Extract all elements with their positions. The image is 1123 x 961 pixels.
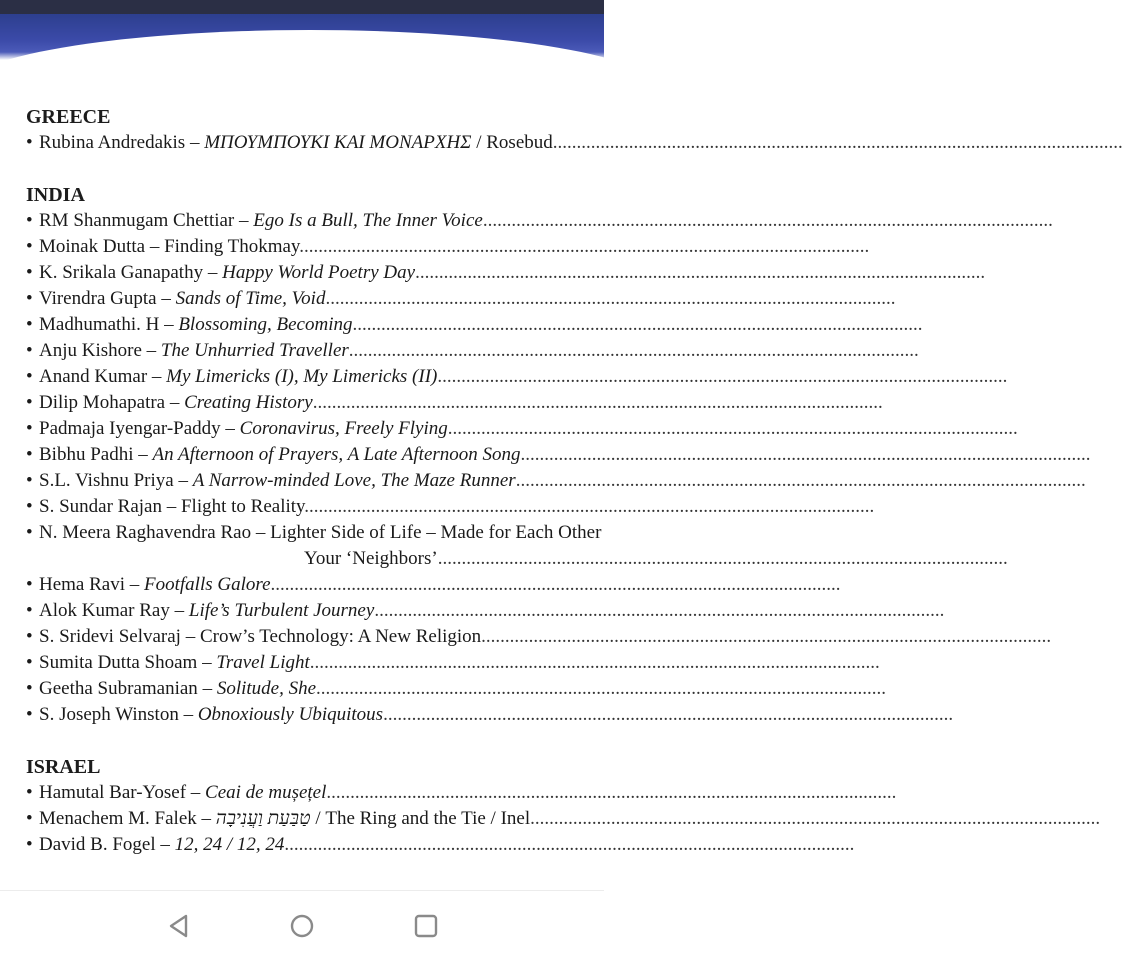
bullet-icon: • <box>26 652 33 673</box>
section-spacer <box>26 156 604 182</box>
work-title-continued: Your ‘Neighbors’ <box>304 548 438 569</box>
author-name: Hamutal Bar-Yosef <box>39 782 187 803</box>
leader-dots: ........................................................................................................................ <box>481 626 1052 647</box>
author-name: K. Srikala Ganapathy <box>39 262 204 283</box>
author-name: Rubina Andredakis <box>39 132 186 153</box>
author-name: Anand Kumar <box>39 366 148 387</box>
bullet-icon: • <box>26 808 33 829</box>
separator: – <box>220 418 240 439</box>
bullet-icon: • <box>26 210 33 231</box>
work-title-extra: Flight to Reality <box>180 496 305 517</box>
separator: – <box>203 262 223 283</box>
author-name: Virendra Gupta <box>39 288 157 309</box>
author-name: Menachem M. Falek <box>39 808 197 829</box>
leader-dots: ........................................................................................................................ <box>374 600 945 621</box>
leader-dots: ........................................................................................................................ <box>482 210 1053 231</box>
bullet-icon: • <box>26 470 33 491</box>
work-title: 12, 24 / 12, 24 <box>174 834 285 855</box>
home-icon[interactable] <box>289 913 315 939</box>
separator: – <box>196 808 216 829</box>
work-title: My Limericks (I), My Limericks (II) <box>166 366 438 387</box>
work-title: Ego Is a Bull, The Inner Voice <box>253 210 483 231</box>
separator: – <box>178 704 198 725</box>
work-title: Creating History <box>184 392 313 413</box>
separator: – <box>169 600 189 621</box>
bullet-icon: • <box>26 262 33 283</box>
list-item <box>26 806 1101 832</box>
bullet-icon: • <box>26 314 33 335</box>
author-name: S. Joseph Winston <box>39 704 179 725</box>
bullet-icon: • <box>26 782 33 803</box>
list-item <box>26 572 841 598</box>
document-body <box>26 104 1123 858</box>
separator: – <box>147 366 167 387</box>
author-name: Anju Kishore <box>39 340 142 361</box>
author-name: Hema Ravi <box>39 574 126 595</box>
author-name: Dilip Mohapatra <box>39 392 166 413</box>
list-item <box>26 676 887 702</box>
separator: – <box>180 626 200 647</box>
bullet-icon: • <box>26 704 33 725</box>
author-name: Bibhu Padhi <box>39 444 134 465</box>
work-title: Coronavirus, Freely Flying <box>239 418 448 439</box>
work-title: Ceai de mușețel <box>205 782 327 803</box>
section-spacer <box>26 728 604 754</box>
work-title: Sands of Time, Void <box>175 288 326 309</box>
author-name: Moinak Dutta <box>39 236 146 257</box>
country-heading: GREECE <box>26 106 111 128</box>
separator: – <box>251 522 271 543</box>
leader-dots: ........................................................................................................................ <box>284 834 855 855</box>
separator: – <box>155 834 175 855</box>
work-title: An Afternoon of Prayers, A Late Afternoon Song <box>152 444 521 465</box>
separator: – <box>156 288 176 309</box>
work-title: Footfalls Galore <box>144 574 271 595</box>
list-item <box>26 520 604 546</box>
header-curve <box>0 30 660 90</box>
separator: – <box>133 444 153 465</box>
list-item <box>26 468 1086 494</box>
list-item <box>26 312 923 338</box>
list-item <box>26 286 896 312</box>
leader-dots: ........................................................................................................................ <box>415 262 986 283</box>
leader-dots: ........................................................................................................................ <box>270 574 841 595</box>
work-title: Life’s Turbulent Journey <box>188 600 375 621</box>
leader-dots: ........................................................................................................................ <box>316 678 887 699</box>
work-title: Solitude, She <box>216 678 317 699</box>
work-title: Obnoxiously Ubiquitous <box>197 704 384 725</box>
bullet-icon: • <box>26 522 33 543</box>
author-name: Padmaja Iyengar-Paddy <box>39 418 221 439</box>
list-item <box>26 260 986 286</box>
app-header-bar <box>0 0 604 60</box>
work-title-extra: / Rosebud <box>471 132 553 153</box>
author-name: Sumita Dutta Shoam <box>39 652 198 673</box>
leader-dots: ........................................................................................................................ <box>447 418 1018 439</box>
author-name: RM Shanmugam Chettiar <box>39 210 235 231</box>
list-item <box>26 130 1123 156</box>
bullet-icon: • <box>26 678 33 699</box>
leader-dots: ........................................................................................................................ <box>304 496 875 517</box>
leader-dots: ........................................................................................................................ <box>309 652 880 673</box>
author-name: S.L. Vishnu Priya <box>39 470 174 491</box>
leader-dots: ........................................................................................................................ <box>352 314 923 335</box>
leader-dots: ........................................................................................................................ <box>437 366 1008 387</box>
list-item <box>26 442 1091 468</box>
separator: – <box>186 782 206 803</box>
leader-dots: ........................................................................................................................ <box>383 704 954 725</box>
leader-dots: ........................................................................................................................ <box>348 340 919 361</box>
work-title: ΜΠΟΥΜΠΟΥΚΙ ΚΑΙ ΜΟΝΑΡΧΗΣ <box>204 132 472 153</box>
work-title-extra: Finding Thokmay <box>164 236 300 257</box>
back-icon[interactable] <box>166 913 192 939</box>
work-title-extra: Lighter Side of Life – Made for Each Other <box>270 522 602 543</box>
list-item <box>26 624 1052 650</box>
bullet-icon: • <box>26 392 33 413</box>
separator: – <box>125 574 145 595</box>
country-heading: INDIA <box>26 184 85 206</box>
work-title: A Narrow-minded Love, The Maze Runner <box>192 470 516 491</box>
author-name: David B. Fogel <box>39 834 156 855</box>
bullet-icon: • <box>26 496 33 517</box>
work-title: טַבַּעַת וַעֲנִיבָה <box>215 808 311 829</box>
android-nav-bar <box>0 890 604 961</box>
bullet-icon: • <box>26 834 33 855</box>
author-name: Madhumathi. H <box>39 314 160 335</box>
leader-dots: ........................................................................................................................ <box>326 782 897 803</box>
bullet-icon: • <box>26 132 33 153</box>
leader-dots: ........................................................................................................................ <box>299 236 870 257</box>
country-heading: ISRAEL <box>26 756 101 778</box>
bullet-icon: • <box>26 600 33 621</box>
leader-dots: ........................................................................................................................ <box>552 132 1123 153</box>
list-item <box>26 364 1008 390</box>
list-item <box>26 390 883 416</box>
work-title-extra: Crow’s Technology: A New Religion <box>199 626 482 647</box>
list-item-continuation <box>26 546 1008 572</box>
separator: – <box>159 314 179 335</box>
list-item <box>26 832 855 858</box>
separator: – <box>197 678 217 699</box>
author-name: S. Sridevi Selvaraj <box>39 626 181 647</box>
leader-dots: ........................................................................................................................ <box>520 444 1091 465</box>
bullet-icon: • <box>26 444 33 465</box>
bullet-icon: • <box>26 574 33 595</box>
separator: – <box>234 210 254 231</box>
separator: – <box>165 392 185 413</box>
separator: – <box>185 132 205 153</box>
author-name: Geetha Subramanian <box>39 678 198 699</box>
separator: – <box>197 652 217 673</box>
separator: – <box>145 236 165 257</box>
author-name: N. Meera Raghavendra Rao <box>39 522 252 543</box>
list-item <box>26 494 875 520</box>
author-name: S. Sundar Rajan <box>39 496 162 517</box>
list-item <box>26 780 897 806</box>
work-title: Travel Light <box>216 652 310 673</box>
leader-dots: ........................................................................................................................ <box>325 288 896 309</box>
leader-dots: ........................................................................................................................ <box>515 470 1086 491</box>
list-item <box>26 650 880 676</box>
bullet-icon: • <box>26 288 33 309</box>
separator: – <box>161 496 181 517</box>
bullet-icon: • <box>26 236 33 257</box>
work-title: Blossoming, Becoming <box>178 314 353 335</box>
leader-dots: ........................................................................................................................ <box>312 392 883 413</box>
author-name: Alok Kumar Ray <box>39 600 170 621</box>
list-item <box>26 598 945 624</box>
work-title: The Unhurried Traveller <box>160 340 349 361</box>
list-item <box>26 234 870 260</box>
bullet-icon: • <box>26 626 33 647</box>
work-title: Happy World Poetry Day <box>222 262 416 283</box>
list-item <box>26 338 919 364</box>
bullet-icon: • <box>26 366 33 387</box>
separator: – <box>141 340 161 361</box>
leader-dots: ........................................................................................................................ <box>530 808 1101 829</box>
list-item <box>26 702 954 728</box>
bullet-icon: • <box>26 340 33 361</box>
recents-icon[interactable] <box>413 913 439 939</box>
leader-dots: ........................................................................................................................ <box>437 548 1008 569</box>
work-title-extra: / The Ring and the Tie / Inel <box>310 808 531 829</box>
separator: – <box>173 470 193 491</box>
bullet-icon: • <box>26 418 33 439</box>
list-item <box>26 208 1053 234</box>
list-item <box>26 416 1018 442</box>
